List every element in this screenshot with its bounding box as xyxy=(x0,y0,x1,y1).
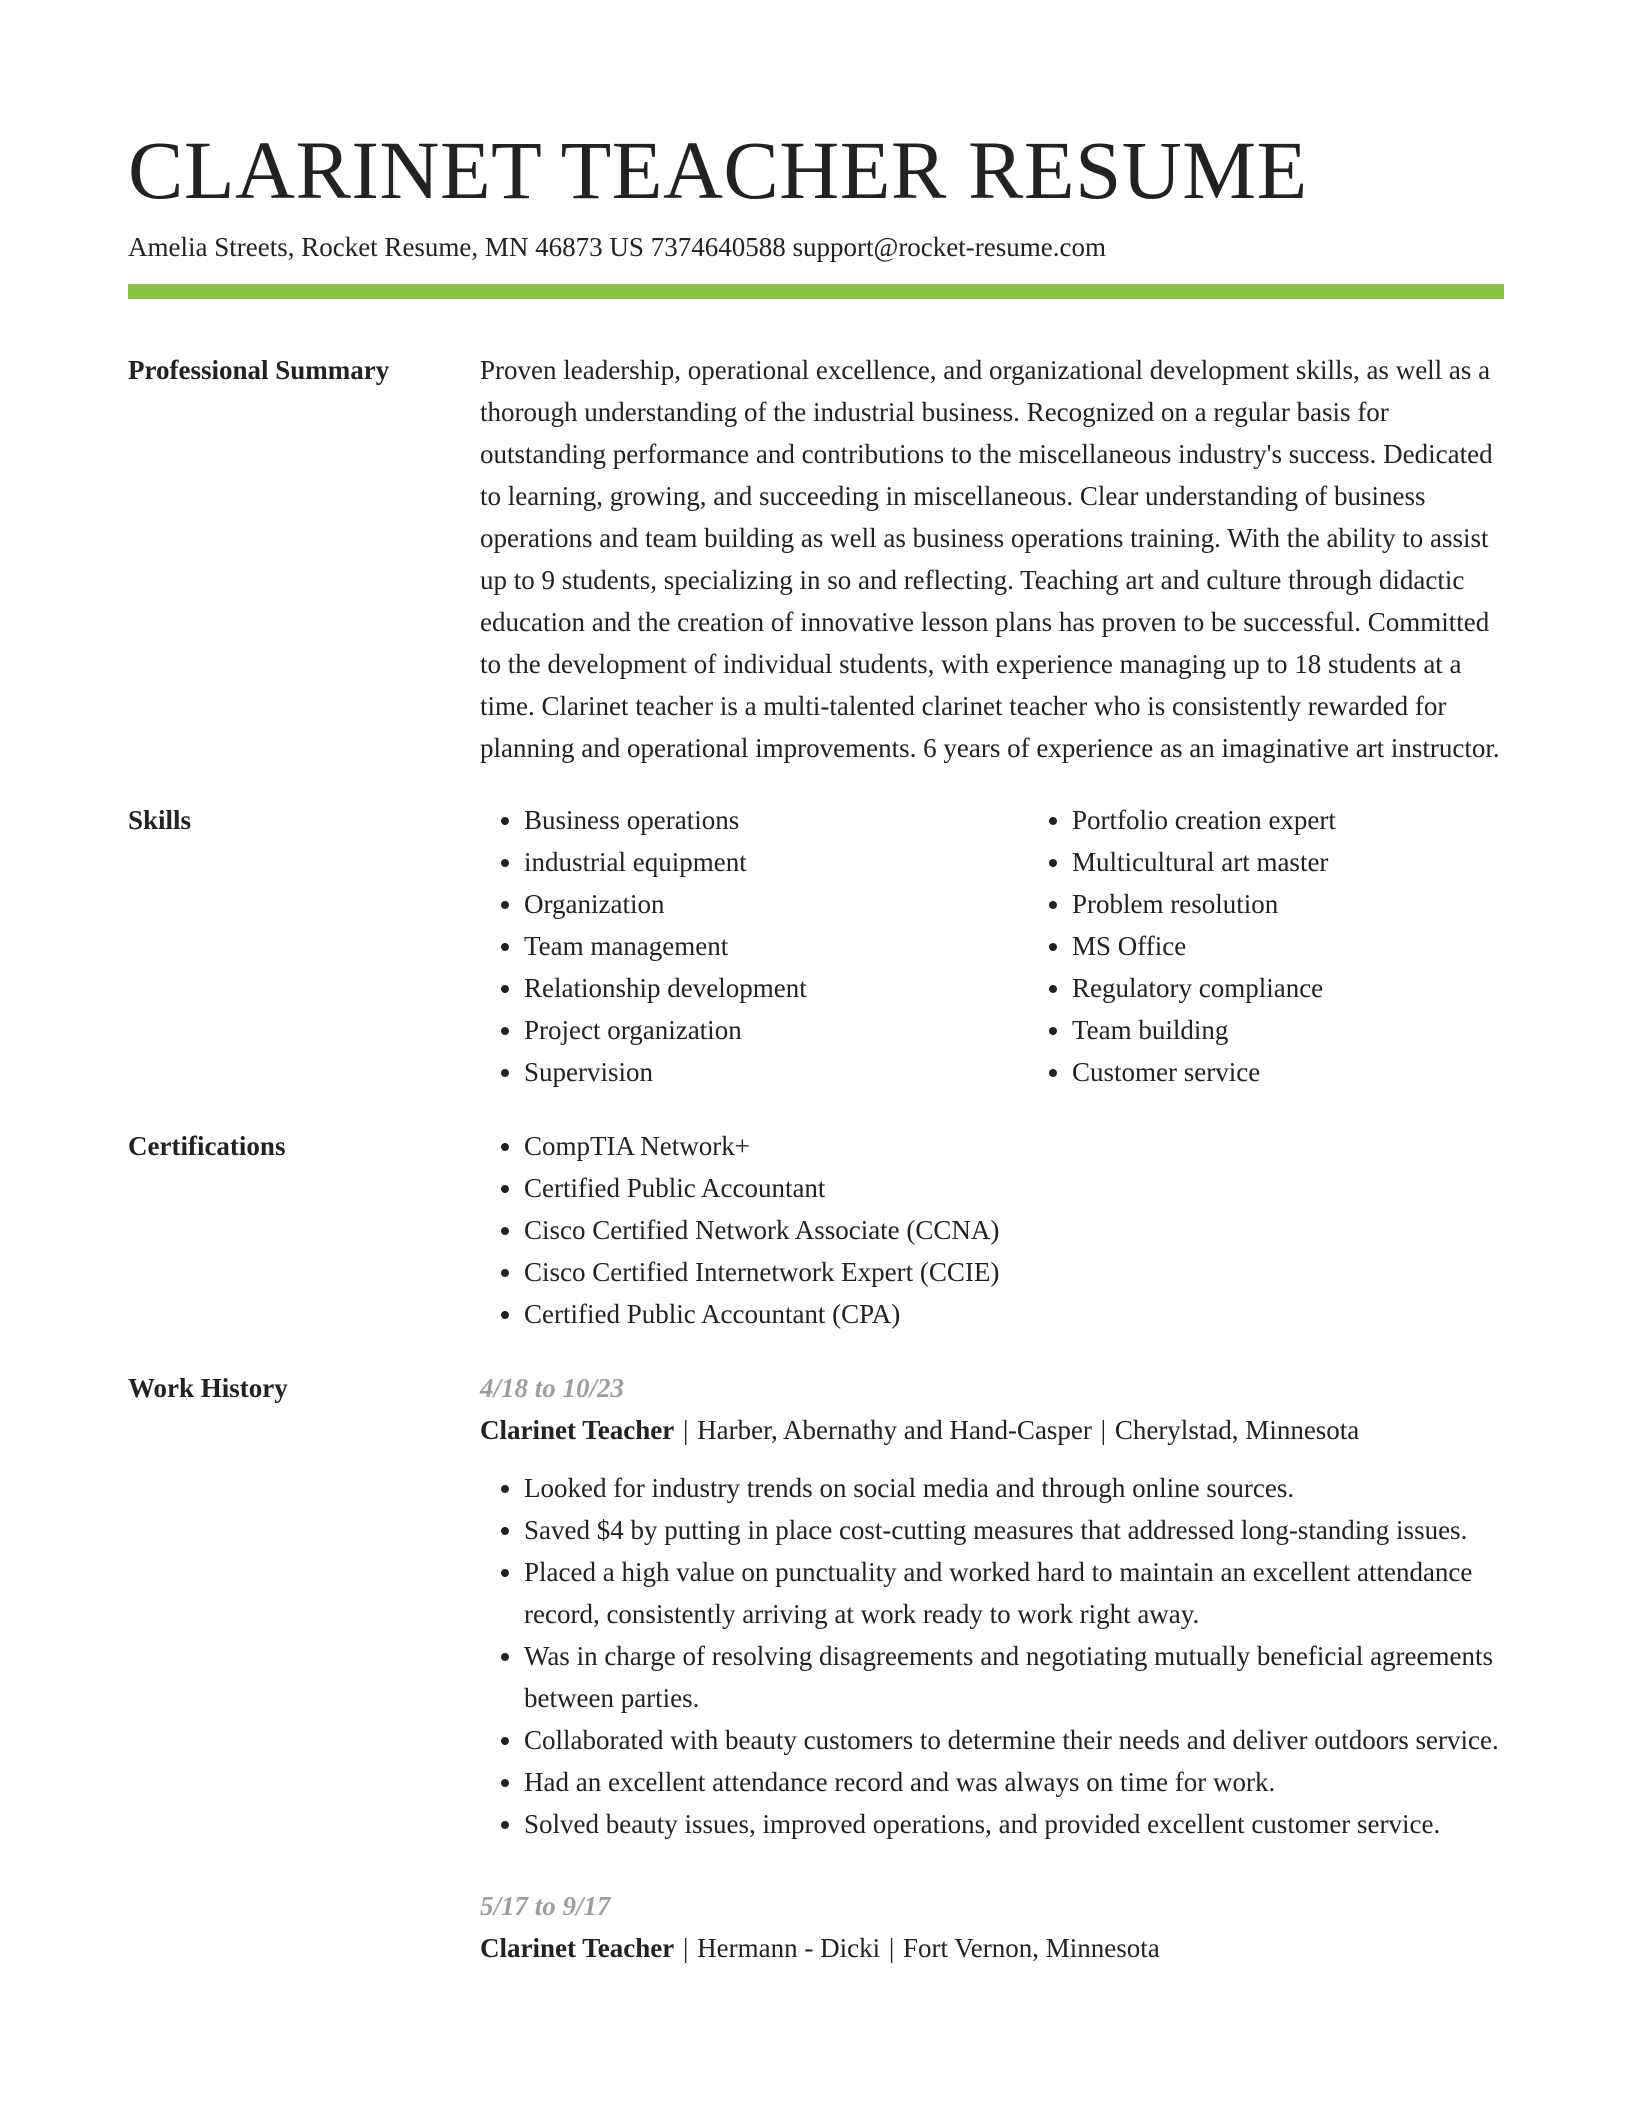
skills-list-right xyxy=(1028,799,1576,1093)
skills-body xyxy=(480,799,1576,1093)
job-location: Cherylstad, Minnesota xyxy=(1114,1415,1360,1445)
job-heading xyxy=(480,1409,1504,1451)
certification-item: • Cisco Certified Network Associate (CCNA) xyxy=(524,1209,1504,1251)
skill-item: • Team building xyxy=(1072,1009,1576,1051)
work-history-body xyxy=(480,1367,1504,1985)
separator: | xyxy=(682,1415,689,1445)
job-entry xyxy=(480,1885,1504,1969)
skill-item: • Team management xyxy=(524,925,1028,967)
summary-heading: Professional Summary xyxy=(128,355,390,385)
certifications-body xyxy=(480,1125,1504,1335)
skill-item: • Organization xyxy=(524,883,1028,925)
job-heading xyxy=(480,1927,1504,1969)
job-duty: • Placed a high value on punctuality and worked hard to maintain an excellent attendance record, consistently arriving at work ready to work right away. xyxy=(524,1551,1504,1635)
certifications-section xyxy=(128,1125,1504,1335)
job-duty: • Had an excellent attendance record and was always on time for work. xyxy=(524,1761,1504,1803)
skill-item: • Multicultural art master xyxy=(1072,841,1576,883)
certification-item: • Cisco Certified Internetwork Expert (CCIE) xyxy=(524,1251,1504,1293)
certification-item: • Certified Public Accountant (CPA) xyxy=(524,1293,1504,1335)
skills-section xyxy=(128,799,1504,1093)
job-duty: • Collaborated with beauty customers to determine their needs and deliver outdoors service. xyxy=(524,1719,1504,1761)
skill-item: • industrial equipment xyxy=(524,841,1028,883)
skill-item: • Problem resolution xyxy=(1072,883,1576,925)
resume-page xyxy=(128,120,1504,1985)
contact-email[interactable]: support@rocket-resume.com xyxy=(792,232,1106,262)
skills-list-left xyxy=(480,799,1028,1093)
job-duties-list xyxy=(480,1467,1504,1845)
job-duty: • Was in charge of resolving disagreements and negotiating mutually beneficial agreements between parties. xyxy=(524,1635,1504,1719)
skill-item: • MS Office xyxy=(1072,925,1576,967)
certifications-heading: Certifications xyxy=(128,1131,286,1161)
skill-item: • Supervision xyxy=(524,1051,1028,1093)
skill-item: • Business operations xyxy=(524,799,1028,841)
skills-columns xyxy=(480,799,1576,1093)
certification-item: • Certified Public Accountant xyxy=(524,1167,1504,1209)
skills-heading: Skills xyxy=(128,805,192,835)
work-history-section xyxy=(128,1367,1504,1985)
job-title: Clarinet Teacher xyxy=(480,1933,675,1963)
contact-address: Amelia Streets, Rocket Resume, MN 46873 US xyxy=(128,232,644,262)
summary-section xyxy=(128,349,1504,769)
skill-item: • Regulatory compliance xyxy=(1072,967,1576,1009)
header-divider xyxy=(128,284,1504,299)
contact-phone[interactable]: 7374640588 xyxy=(650,232,786,262)
certification-item: • CompTIA Network+ xyxy=(524,1125,1504,1167)
separator: | xyxy=(1100,1415,1107,1445)
certifications-list xyxy=(480,1125,1504,1335)
job-location: Fort Vernon, Minnesota xyxy=(902,1933,1160,1963)
job-company: Harber, Abernathy and Hand-Casper xyxy=(697,1415,1092,1445)
skill-item: • Portfolio creation expert xyxy=(1072,799,1576,841)
job-dates: 4/18 to 10/23 xyxy=(480,1373,625,1403)
summary-body xyxy=(480,349,1504,769)
skill-item: • Relationship development xyxy=(524,967,1028,1009)
separator: | xyxy=(888,1933,895,1963)
job-company: Hermann - Dicki xyxy=(697,1933,881,1963)
job-dates: 5/17 to 9/17 xyxy=(480,1891,611,1921)
resume-title: CLARINET TEACHER RESUME xyxy=(128,124,1308,216)
separator: | xyxy=(682,1933,689,1963)
contact-line xyxy=(128,230,1504,264)
summary-text: Proven leadership, operational excellence, and organizational development skills, as well as a thorough understanding of the industrial business. Recognized on a regular basis for outstanding performance and contributions to the miscellaneous industry's success. Dedicated to learning, growing, and succeeding in miscellaneous. Clear understanding of business operations and team building as well as business operations training. With the ability to assist up to 9 students, specializing in so and reflecting. Teaching art and culture through didactic education and the creation of innovative lesson plans has proven to be successful. Committed to the development of individual students, with experience managing up to 18 students at a time. Clarinet teacher is a multi-talented clarinet teacher who is consistently rewarded for planning and operational improvements. 6 years of experience as an imaginative art instructor. xyxy=(480,355,1500,763)
job-title: Clarinet Teacher xyxy=(480,1415,675,1445)
skill-item: • Project organization xyxy=(524,1009,1028,1051)
job-duty: • Looked for industry trends on social media and through online sources. xyxy=(524,1467,1504,1509)
work-history-heading: Work History xyxy=(128,1373,288,1403)
job-duty: • Solved beauty issues, improved operations, and provided excellent customer service. xyxy=(524,1803,1504,1845)
job-entry xyxy=(480,1367,1504,1845)
skill-item: • Customer service xyxy=(1072,1051,1576,1093)
job-duty: • Saved $4 by putting in place cost-cutting measures that addressed long-standing issues. xyxy=(524,1509,1504,1551)
